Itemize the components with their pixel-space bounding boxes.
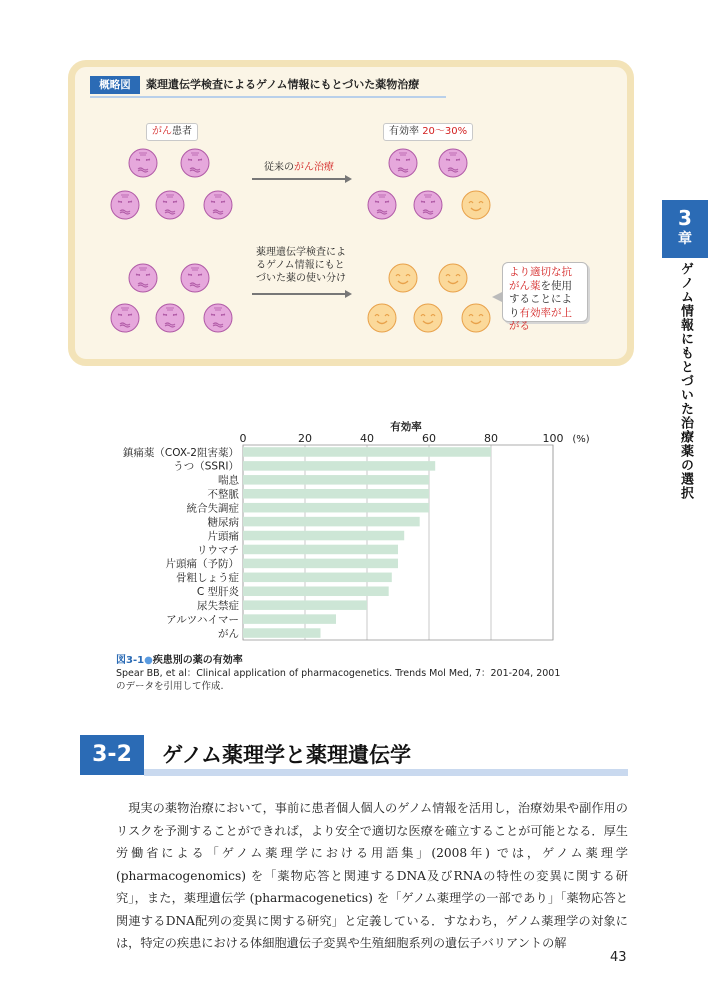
- bar: [243, 447, 491, 457]
- bar: [243, 475, 429, 485]
- patients-label-red: がん: [152, 126, 172, 137]
- x-tick-label: 40: [360, 432, 374, 445]
- category-label: 喘息: [218, 474, 239, 487]
- bar: [243, 489, 429, 499]
- chart-title: 有効率: [390, 421, 422, 433]
- category-label: うつ（SSRI）: [173, 460, 239, 473]
- callout-text-4: ことにより: [509, 293, 572, 319]
- x-tick-label: 80: [484, 432, 498, 445]
- category-label: 片頭痛: [207, 530, 239, 543]
- category-label: C 型肝炎: [196, 586, 239, 599]
- category-label: 片頭痛（予防）: [165, 558, 239, 571]
- category-label: 骨粗しょう症: [176, 572, 239, 585]
- callout-text-3: を使用する: [509, 279, 572, 305]
- overview-tag: 概略図: [90, 76, 140, 94]
- x-tick-label: 20: [298, 432, 312, 445]
- callout-text-6: 率が上がる: [509, 306, 572, 332]
- category-label: 鎮痛薬（COX-2阻害薬）: [122, 446, 239, 459]
- x-tick-label: 60: [422, 432, 436, 445]
- row2-arrow-line-2: るゲノム情報にもと: [256, 260, 345, 271]
- bar: [243, 628, 321, 638]
- section-title: ゲノム薬理学と薬理遺伝学: [162, 743, 412, 767]
- x-tick-label: 100: [542, 432, 564, 445]
- callout-text-5: 有効: [519, 306, 541, 319]
- category-label: 糖尿病: [207, 516, 239, 529]
- section-number: 3-2: [80, 735, 144, 775]
- efficacy-label-text: 有効率: [389, 126, 423, 137]
- row2-arrow-line-1: 薬理遺伝学検査によ: [256, 247, 346, 258]
- category-label: 不整脈: [207, 488, 239, 501]
- patients-label-rest: 患者: [172, 126, 192, 137]
- bar: [243, 600, 367, 610]
- bar: [243, 461, 435, 471]
- bar: [243, 545, 398, 555]
- bar: [243, 586, 389, 596]
- x-tick-label: 0: [239, 432, 247, 445]
- row1-arrow-label-red: がん治療: [294, 162, 334, 173]
- figure-source-line-1: Spear BB, et al：Clinical application of pharmacogenetics. Trends Mol Med, 7：201-204, 2001: [116, 668, 561, 679]
- figure-caption: [116, 654, 243, 668]
- page-number: 43: [610, 950, 627, 965]
- bar: [243, 517, 420, 527]
- chapter-unit: 章: [678, 231, 692, 247]
- figure-source-line-2: のデータを引用して作成.: [116, 681, 224, 692]
- callout-text-2: ん薬: [519, 279, 541, 292]
- efficacy-value: 20〜30%: [422, 126, 468, 137]
- category-label: リウマチ: [197, 544, 239, 557]
- bar: [243, 573, 392, 583]
- figure-source: [116, 667, 616, 693]
- bar: [243, 559, 398, 569]
- bar: [243, 614, 336, 624]
- row1-arrow-label-pre: 従来の: [264, 162, 294, 173]
- callout-text-1: より適切な抗が: [509, 266, 572, 292]
- figure-caption-text: 疾患別の薬の有効率: [152, 655, 243, 666]
- chart-frame: [243, 445, 553, 640]
- figure-number: 図3-1: [116, 655, 145, 666]
- chapter-number: 3: [678, 206, 692, 230]
- category-label: 尿失禁症: [197, 599, 239, 612]
- overview-title: 薬理遺伝学検査によるゲノム情報にもとづいた薬物治療: [146, 78, 420, 91]
- figure-bullet-icon: ●: [144, 655, 153, 666]
- bar: [243, 531, 404, 541]
- chapter-tab: [662, 200, 708, 258]
- body-paragraph: 現実の薬物治療において，事前に患者個人個人のゲノム情報を活用し，治療効果や副作用のリスクを予測することができれば，より安全で適切な医療を確立することが可能となる．厚生労働省による「ゲノム薬理学における用語集」(2008年) では，ゲノム薬理学 (pharmacogenomics) を「薬物応答と関連するDNA及びRNAの特性の変異に関する研究」，また，薬理遺伝学 (pharmacogenetics) を「ゲノム薬理学の一部であり」「薬物応答と関連するDNA配列の変異に関する研究」と定義している．すなわち，ゲノム薬理学の対象には，特定の疾患における体細胞遺伝子変異や生殖細胞系列の遺伝子バリアントの解: [116, 801, 628, 950]
- bar: [243, 503, 429, 513]
- section-title-bar: [144, 769, 628, 776]
- chapter-title: ゲノム情報にもとづいた治療薬の選択: [678, 262, 693, 500]
- category-label: アルツハイマー: [166, 613, 239, 626]
- row2-arrow-line-3: づいた薬の使い分け: [256, 273, 346, 284]
- x-unit-label: (%): [572, 434, 590, 445]
- category-label: 統合失調症: [186, 502, 239, 515]
- category-label: がん: [218, 627, 239, 640]
